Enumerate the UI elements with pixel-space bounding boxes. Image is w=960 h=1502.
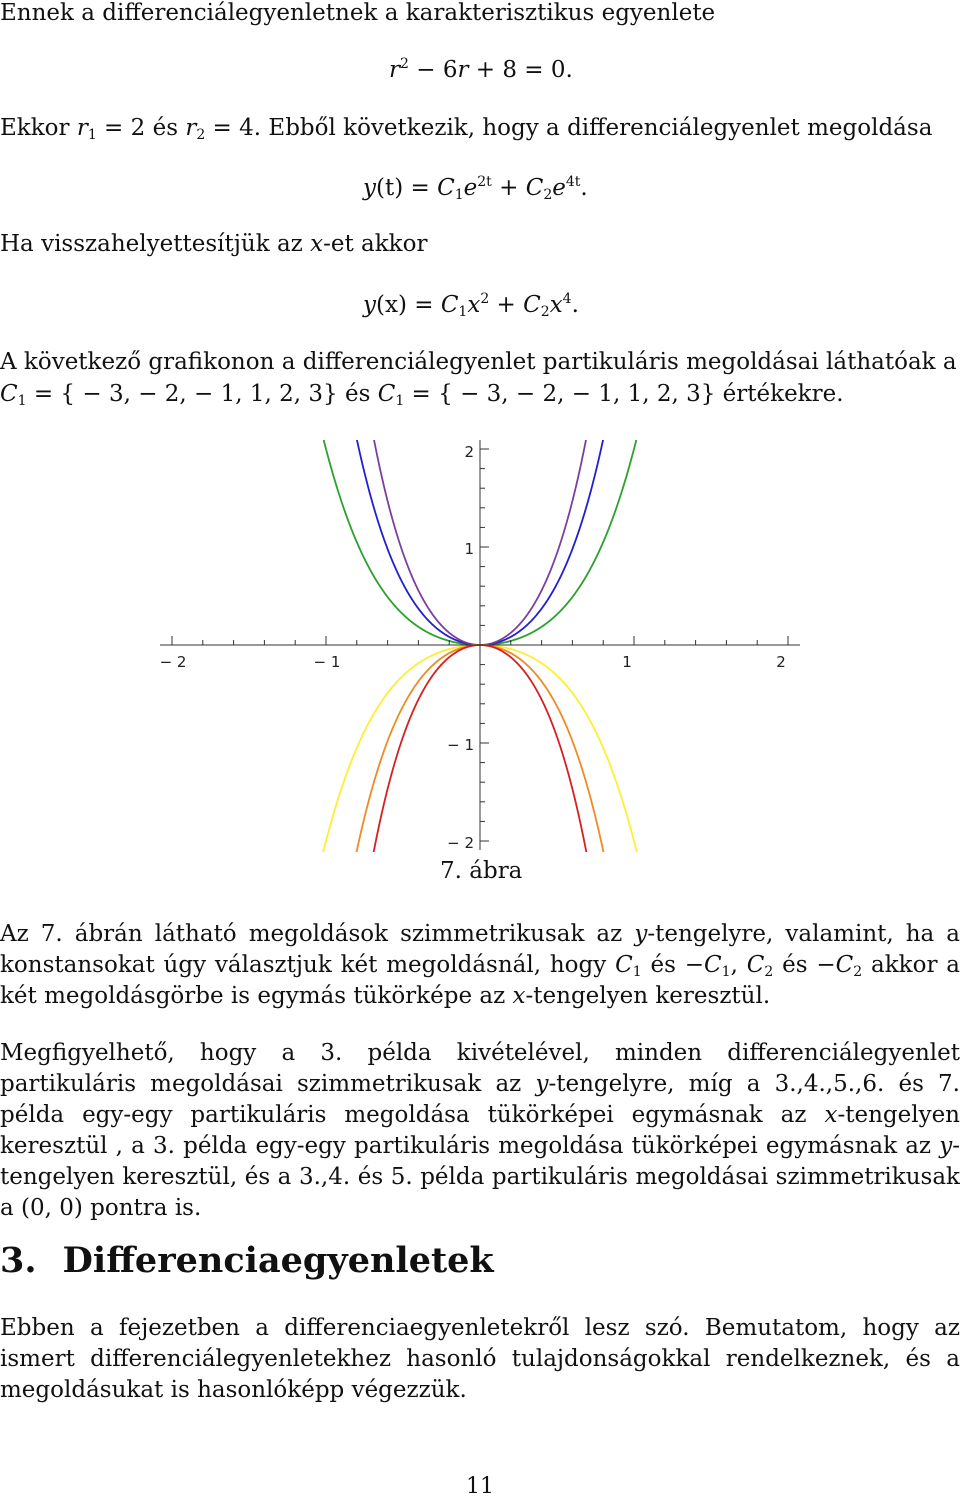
subscript: 1 [458,304,468,320]
const-c: C [615,952,633,978]
text: és − [641,952,705,978]
var-y: y [634,921,648,947]
var-x: x [512,983,526,1009]
eq-arg: (x) = [376,292,441,318]
subscript: 2 [196,127,206,143]
text: -tengelyre, míg a 3.,4.,5.,6. és 7. példa egy-egy partikuláris megoldása tükörképei egymásnak az [0,1071,960,1128]
eq-y: y [363,175,376,201]
text: és − [773,952,836,978]
intro-line: Ennek a differenciálegyenletnek a karakterisztikus egyenlete [0,0,716,26]
subscript: 2 [853,964,863,980]
eq-x: x [467,292,481,318]
eq-c2: C [525,175,544,201]
section-heading [0,1240,494,1281]
y-tick-label-1: 1 [464,540,474,558]
eq-plus: + [489,292,524,318]
text: Az 7. ábrán látható megoldások szimmetrikusak az [0,921,635,947]
roots-line [0,115,932,141]
const-set: = { − 3, − 2, − 1, 1, 2, 3} értékekre. [404,381,844,407]
figure-caption: 7. ábra [440,858,523,884]
eq-e: e [463,175,478,201]
text: -tengelyen keresztül. [525,983,771,1009]
paragraph-chapter-intro: Ebben a fejezetben a differenciaegyenletekről lesz szó. Bemutatom, hogy az ismert differenciálegyenletekhez hasonló tulajdonságokkal rendelkeznek, és a megoldásukat is hasonlóképp végezzük. [0,1315,960,1403]
const-c: C [0,381,18,407]
var-y: y [939,1133,953,1159]
eq-y: y [363,292,376,318]
text: -tengelyen keresztül , a 3. példa egy-egy partikuláris megoldása tükörképei egymásnak az [0,1102,960,1159]
text: = 2 és [96,115,186,141]
eq-end: . [571,292,579,318]
subscript: 1 [454,187,464,203]
section-title: Differenciaegyenletek [62,1240,494,1281]
eq-x: x [549,292,563,318]
subscript: 1 [395,393,405,409]
eq-exponent: 4t [565,174,581,190]
const-c: C [746,952,765,978]
eq-c2: C [523,292,541,318]
page-number: 11 [466,1474,494,1499]
x-tick-label-neg1: − 1 [313,653,341,671]
solution-curves-plot [160,440,800,852]
text: Ha visszahelyettesítjük az [0,231,311,257]
eq-var-r: r [457,57,469,83]
subscript: 1 [87,127,97,143]
eq-plus: + [491,175,526,201]
section-number: 3. [0,1240,37,1281]
text: -et akkor [323,231,428,257]
var-y: y [535,1071,549,1097]
root-r1: r [76,115,88,141]
eq-arg: (t) = [376,175,438,201]
subscript: 2 [543,187,553,203]
x-tick-label-neg2: − 2 [160,653,187,671]
const-c: C [377,381,396,407]
eq-exponent: 2 [400,56,409,72]
var-x: x [310,231,324,257]
text: -tengelyre, valamint, ha a konstansokat úgy választjuk két megoldásnál, hogy [0,921,960,978]
solution-equation-t [363,175,588,201]
root-r2: r [185,115,197,141]
text: akkor a két megoldásgörbe is egymás tükörképe az [0,952,960,1009]
paragraph-observation [0,1038,960,1224]
paragraph-symmetry [0,919,960,1012]
subscript: 1 [721,964,731,980]
var-x: x [824,1102,838,1128]
subscript: 1 [17,393,27,409]
const-c: C [835,952,854,978]
const-c: C [704,952,722,978]
eq-exponent: 2 [480,291,490,307]
eq-e: e [552,175,566,201]
eq-exponent: 4 [562,291,572,307]
eq-exponent: 2t [477,174,492,190]
graph-intro-line: A következő grafikonon a differenciálegyenlet partikuláris megoldásai láthatóak a [0,349,957,375]
text: -tengelyen keresztül, és a 3.,4. és 5. példa partikuláris megoldásai szimmetrikusak a (0, 0) pontra is. [0,1133,960,1221]
y-tick-label-2: 2 [464,443,474,461]
x-tick-label-2: 2 [776,653,786,671]
x-tick-label-1: 1 [622,653,632,671]
subscript: 1 [632,964,642,980]
eq-c1: C [440,292,459,318]
subscript: 2 [764,964,774,980]
text: Megfigyelhető, hogy a 3. példa kivételével, minden differenciálegyenlet partikuláris megoldásai szimmetrikusak az [0,1040,960,1097]
text: = 4. Ebből következik, hogy a differenciálegyenlet megoldása [205,115,933,141]
constants-line [0,381,844,407]
characteristic-equation [389,57,573,83]
substitution-line [0,231,427,257]
y-tick-label-neg1: − 1 [447,736,474,754]
eq-term: − 6 [408,57,458,83]
eq-end: . [580,175,588,201]
text: , [730,952,747,978]
eq-c1: C [437,175,455,201]
const-set: = { − 3, − 2, − 1, 1, 2, 3} és [26,381,378,407]
y-tick-label-neg2: − 2 [447,834,474,852]
solution-equation-x [363,292,579,318]
text: Ekkor [0,115,77,141]
subscript: 2 [540,304,550,320]
eq-term: + 8 = 0. [468,57,573,83]
eq-var-r: r [389,57,400,83]
